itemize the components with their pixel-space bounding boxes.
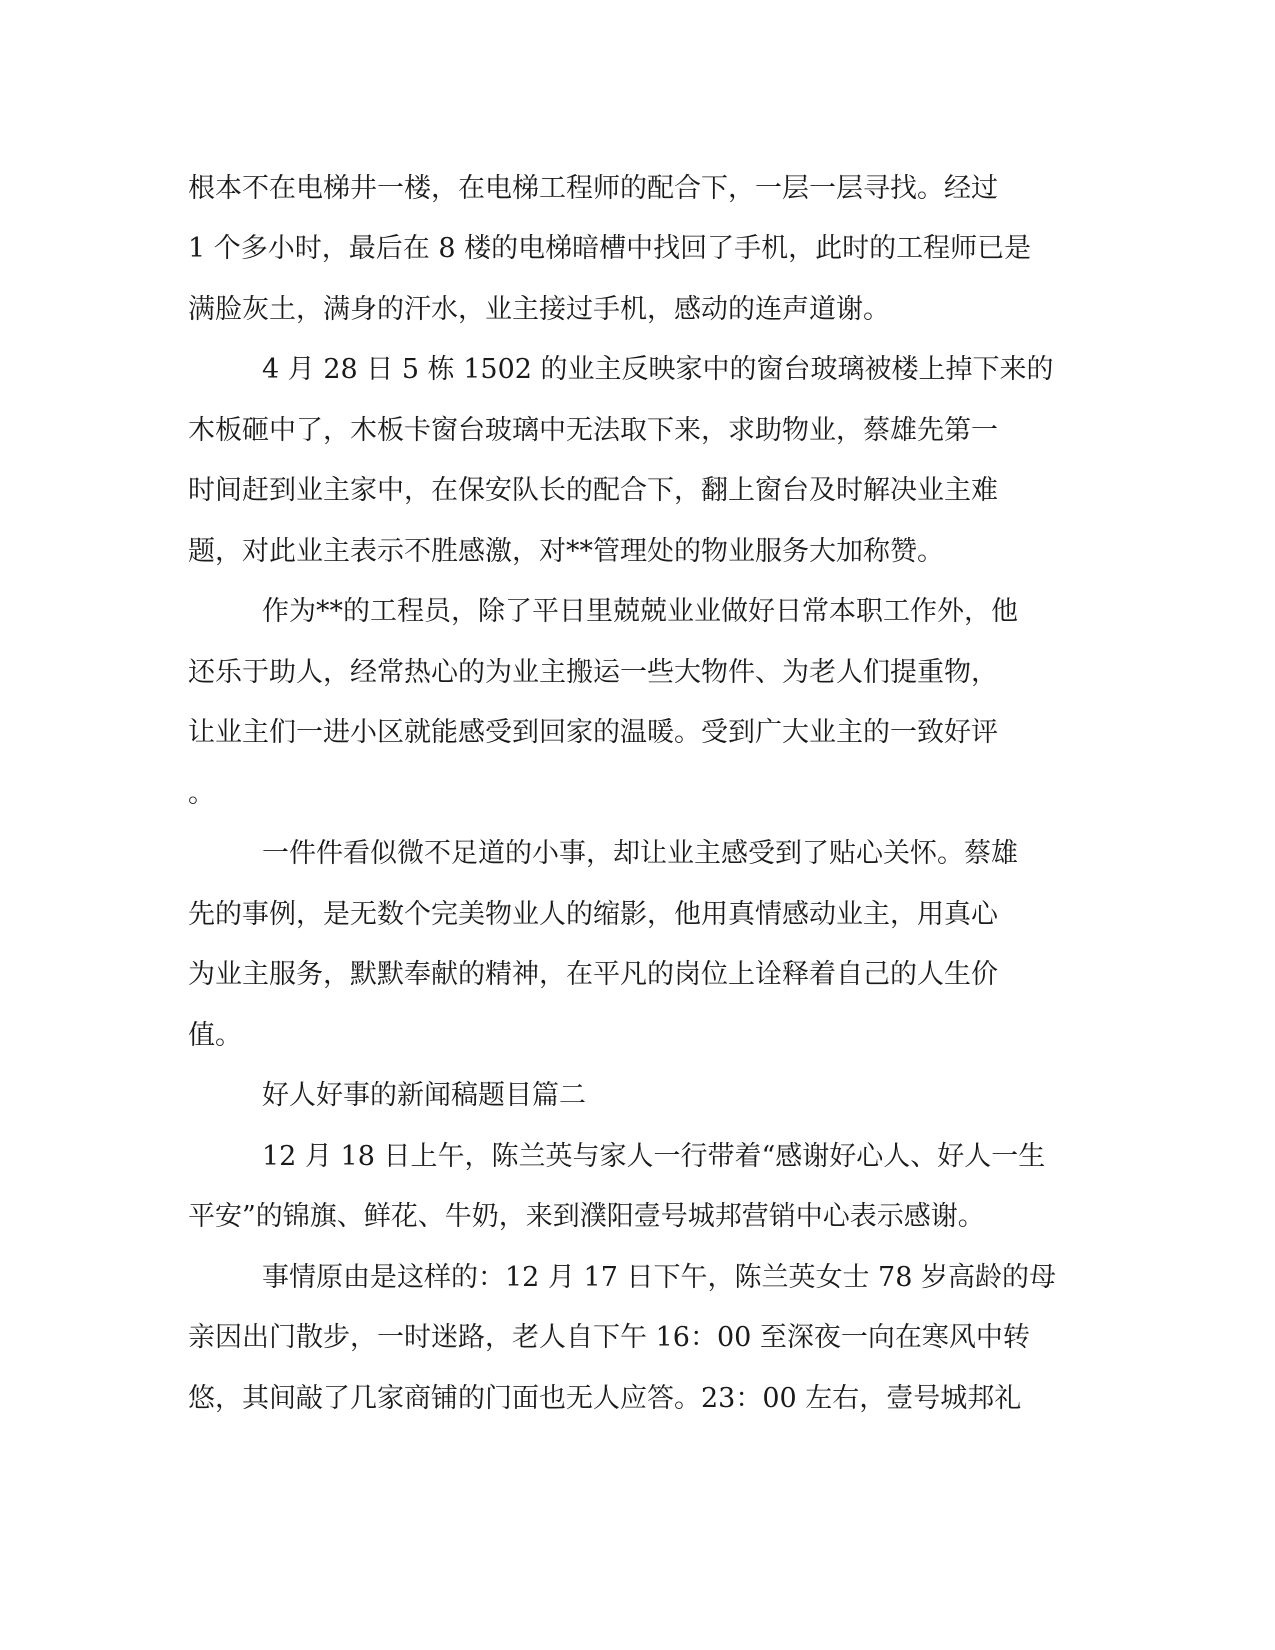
paragraph-first-line: 作为**的工程员，除了平日里兢兢业业做好日常本职工作外，他	[262, 596, 1018, 627]
text-line: 还乐于助人，经常热心的为业主搬运一些大物件、为老人们提重物，	[188, 657, 998, 688]
section-heading: 好人好事的新闻稿题目篇二	[262, 1080, 586, 1111]
text-line: 1 个多小时，最后在 8 楼的电梯暗槽中找回了手机，此时的工程师已是	[188, 233, 1032, 264]
text-line: 题，对此业主表示不胜感激，对**管理处的物业服务大加称赞。	[188, 536, 944, 567]
paragraph-first-line: 12 月 18 日上午，陈兰英与家人一行带着“感谢好心人、好人一生	[262, 1141, 1046, 1172]
text-line: 平安”的锦旗、鲜花、牛奶，来到濮阳壹号城邦营销中心表示感谢。	[188, 1201, 985, 1232]
paragraph-first-line: 一件件看似微不足道的小事，却让业主感受到了贴心关怀。蔡雄	[262, 838, 1018, 869]
text-line: 满脸灰土，满身的汗水，业主接过手机，感动的连声道谢。	[188, 294, 890, 325]
text-line: 木板砸中了，木板卡窗台玻璃中无法取下来，求助物业，蔡雄先第一	[188, 415, 998, 446]
text-line: 为业主服务，默默奉献的精神，在平凡的岗位上诠释着自己的人生价	[188, 959, 998, 990]
text-line: 让业主们一进小区就能感受到回家的温暖。受到广大业主的一致好评	[188, 717, 998, 748]
text-line: 先的事例，是无数个完美物业人的缩影，他用真情感动业主，用真心	[188, 899, 998, 930]
text-line: 悠，其间敲了几家商铺的门面也无人应答。23：00 左右，壹号城邦礼	[188, 1383, 1022, 1414]
text-line: 时间赶到业主家中，在保安队长的配合下，翻上窗台及时解决业主难	[188, 475, 998, 506]
paragraph-first-line: 4 月 28 日 5 栋 1502 的业主反映家中的窗台玻璃被楼上掉下来的	[262, 354, 1054, 385]
text-line: 值。	[188, 1020, 242, 1051]
paragraph-first-line: 事情原由是这样的：12 月 17 日下午，陈兰英女士 78 岁高龄的母	[262, 1262, 1056, 1293]
text-line: 。	[188, 778, 215, 809]
text-line: 亲因出门散步，一时迷路，老人自下午 16：00 至深夜一向在寒风中转	[188, 1322, 1030, 1353]
text-line: 根本不在电梯井一楼，在电梯工程师的配合下，一层一层寻找。经过	[188, 173, 998, 204]
